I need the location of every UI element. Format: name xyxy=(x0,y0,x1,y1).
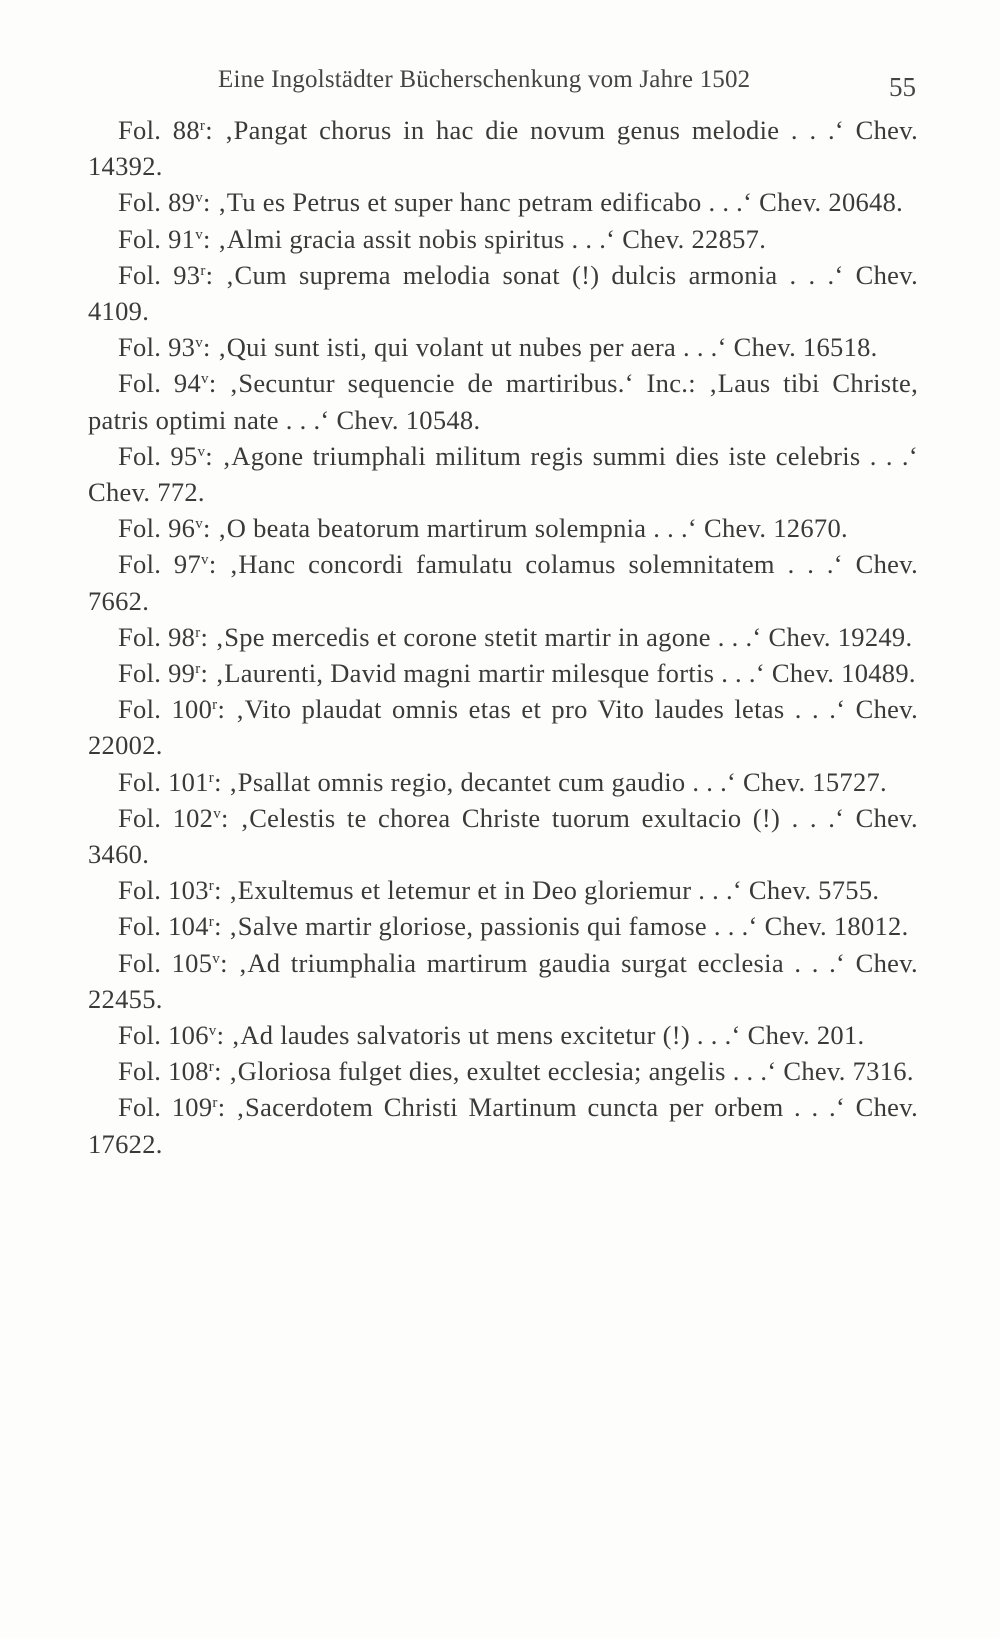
incipit-text: : ‚Celestis te chorea Christe tuorum exultacio (!) . . .‘ Chev. 3460. xyxy=(88,802,918,870)
folio-entry xyxy=(88,872,918,908)
folio-entry-list xyxy=(88,112,918,1162)
folio-entry xyxy=(88,800,918,872)
incipit-text: : ‚Salve martir gloriose, passionis qui famose . . .‘ Chev. 18012. xyxy=(214,911,909,942)
folio-side: v xyxy=(201,552,209,569)
folio-side: v xyxy=(197,443,206,460)
folio-side: r xyxy=(200,262,206,279)
incipit-text: : ‚Pangat chorus in hac die novum genus melodie . . .‘ Chev. 14392. xyxy=(88,115,918,182)
running-title: Eine Ingolstädter Bücherschenkung vom Jahre 1502 xyxy=(218,66,751,93)
folio-ref: Fol. 98 xyxy=(118,621,196,652)
folio-ref: Fol. 101 xyxy=(118,766,209,797)
folio-side: r xyxy=(208,878,215,895)
folio-ref: Fol. 104 xyxy=(118,911,209,942)
folio-ref: Fol. 89 xyxy=(118,187,196,218)
incipit-text: : ‚Hanc concordi famulatu colamus solemnitatem . . .‘ Chev. 7662. xyxy=(88,549,919,616)
folio-ref: Fol. 99 xyxy=(118,658,196,689)
folio-entry xyxy=(88,438,918,510)
folio-ref: Fol. 108 xyxy=(118,1056,209,1087)
folio-ref: Fol. 105 xyxy=(118,947,213,978)
folio-ref: Fol. 88 xyxy=(118,115,200,145)
folio-side: r xyxy=(208,769,215,786)
incipit-text: : ‚Ad triumphalia martirum gaudia surgat ecclesia . . .‘ Chev. 22455. xyxy=(88,947,918,1014)
folio-side: r xyxy=(208,1059,215,1076)
folio-ref: Fol. 91 xyxy=(118,223,196,254)
folio-entry xyxy=(88,655,918,691)
folio-entry xyxy=(88,546,918,618)
folio-entry xyxy=(88,908,918,944)
folio-entry xyxy=(88,257,918,329)
incipit-text: : ‚Almi gracia assit nobis spiritus . . .‘ Chev. 22857. xyxy=(203,223,767,254)
folio-ref: Fol. 93 xyxy=(118,259,201,290)
incipit-text: : ‚Qui sunt isti, qui volant ut nubes per aera . . .‘ Chev. 16518. xyxy=(203,332,878,363)
incipit-text: : ‚Vito plaudat omnis etas et pro Vito laudes letas . . .‘ Chev. 22002. xyxy=(88,694,918,761)
folio-entry xyxy=(88,112,918,184)
folio-entry xyxy=(88,945,918,1017)
folio-side: v xyxy=(212,950,221,967)
incipit-text: : ‚Secuntur sequencie de martiribus.‘ Inc.: ‚Laus tibi Christe, patris optimi nate . . .‘ Chev. 10548. xyxy=(88,368,918,435)
folio-side: v xyxy=(195,190,204,207)
folio-entry xyxy=(88,329,918,365)
folio-entry xyxy=(88,691,918,763)
folio-entry xyxy=(88,764,918,800)
folio-entry xyxy=(88,1017,918,1053)
folio-entry xyxy=(88,619,918,655)
incipit-text: : ‚Ad laudes salvatoris ut mens excitetur (!) . . .‘ Chev. 201. xyxy=(216,1020,865,1051)
folio-side: r xyxy=(195,661,201,678)
running-header xyxy=(88,62,918,102)
folio-side: r xyxy=(195,624,201,641)
folio-ref: Fol. 94 xyxy=(118,368,201,399)
folio-side: r xyxy=(208,914,215,931)
folio-ref: Fol. 109 xyxy=(118,1092,213,1123)
folio-side: v xyxy=(208,1023,217,1040)
folio-ref: Fol. 103 xyxy=(118,875,209,906)
incipit-text: : ‚Spe mercedis et corone stetit martir in agone . . .‘ Chev. 19249. xyxy=(200,621,913,652)
folio-ref: Fol. 100 xyxy=(118,694,213,725)
folio-ref: Fol. 106 xyxy=(118,1020,209,1051)
folio-entry xyxy=(88,184,918,220)
incipit-text: : ‚Sacerdotem Christi Martinum cuncta per orbem . . .‘ Chev. 17622. xyxy=(88,1092,918,1159)
folio-ref: Fol. 96 xyxy=(118,513,196,544)
incipit-text: : ‚Psallat omnis regio, decantet cum gaudio . . .‘ Chev. 15727. xyxy=(214,766,887,797)
incipit-text: : ‚Agone triumphali militum regis summi dies iste celebris . . .‘ Chev. 772. xyxy=(88,440,918,508)
folio-ref: Fol. 93 xyxy=(118,332,196,363)
folio-ref: Fol. 97 xyxy=(118,549,202,580)
incipit-text: : ‚Cum suprema melodia sonat (!) dulcis armonia . . .‘ Chev. 4109. xyxy=(88,259,918,327)
folio-side: v xyxy=(195,335,204,352)
folio-side: r xyxy=(212,697,218,714)
folio-entry xyxy=(88,1053,918,1089)
folio-side: v xyxy=(213,805,222,822)
folio-entry xyxy=(88,365,918,437)
folio-side: r xyxy=(212,1095,218,1112)
folio-side: v xyxy=(195,516,204,533)
page-number: 55 xyxy=(889,72,916,102)
folio-ref: Fol. 95 xyxy=(118,440,198,471)
incipit-text: : ‚Gloriosa fulget dies, exultet ecclesia; angelis . . .‘ Chev. 7316. xyxy=(214,1056,914,1087)
folio-side: v xyxy=(201,371,209,388)
folio-side: v xyxy=(195,226,204,243)
incipit-text: : ‚O beata beatorum martirum solempnia . . .‘ Chev. 12670. xyxy=(203,513,848,544)
folio-entry xyxy=(88,510,918,546)
incipit-text: : ‚Laurenti, David magni martir milesque fortis . . .‘ Chev. 10489. xyxy=(200,658,916,689)
folio-entry xyxy=(88,1089,918,1161)
folio-ref: Fol. 102 xyxy=(118,802,214,833)
incipit-text: : ‚Exultemus et letemur et in Deo gloriemur . . .‘ Chev. 5755. xyxy=(214,875,880,906)
incipit-text: : ‚Tu es Petrus et super hanc petram edificabo . . .‘ Chev. 20648. xyxy=(203,187,904,218)
folio-entry xyxy=(88,221,918,257)
folio-side: r xyxy=(199,118,206,134)
